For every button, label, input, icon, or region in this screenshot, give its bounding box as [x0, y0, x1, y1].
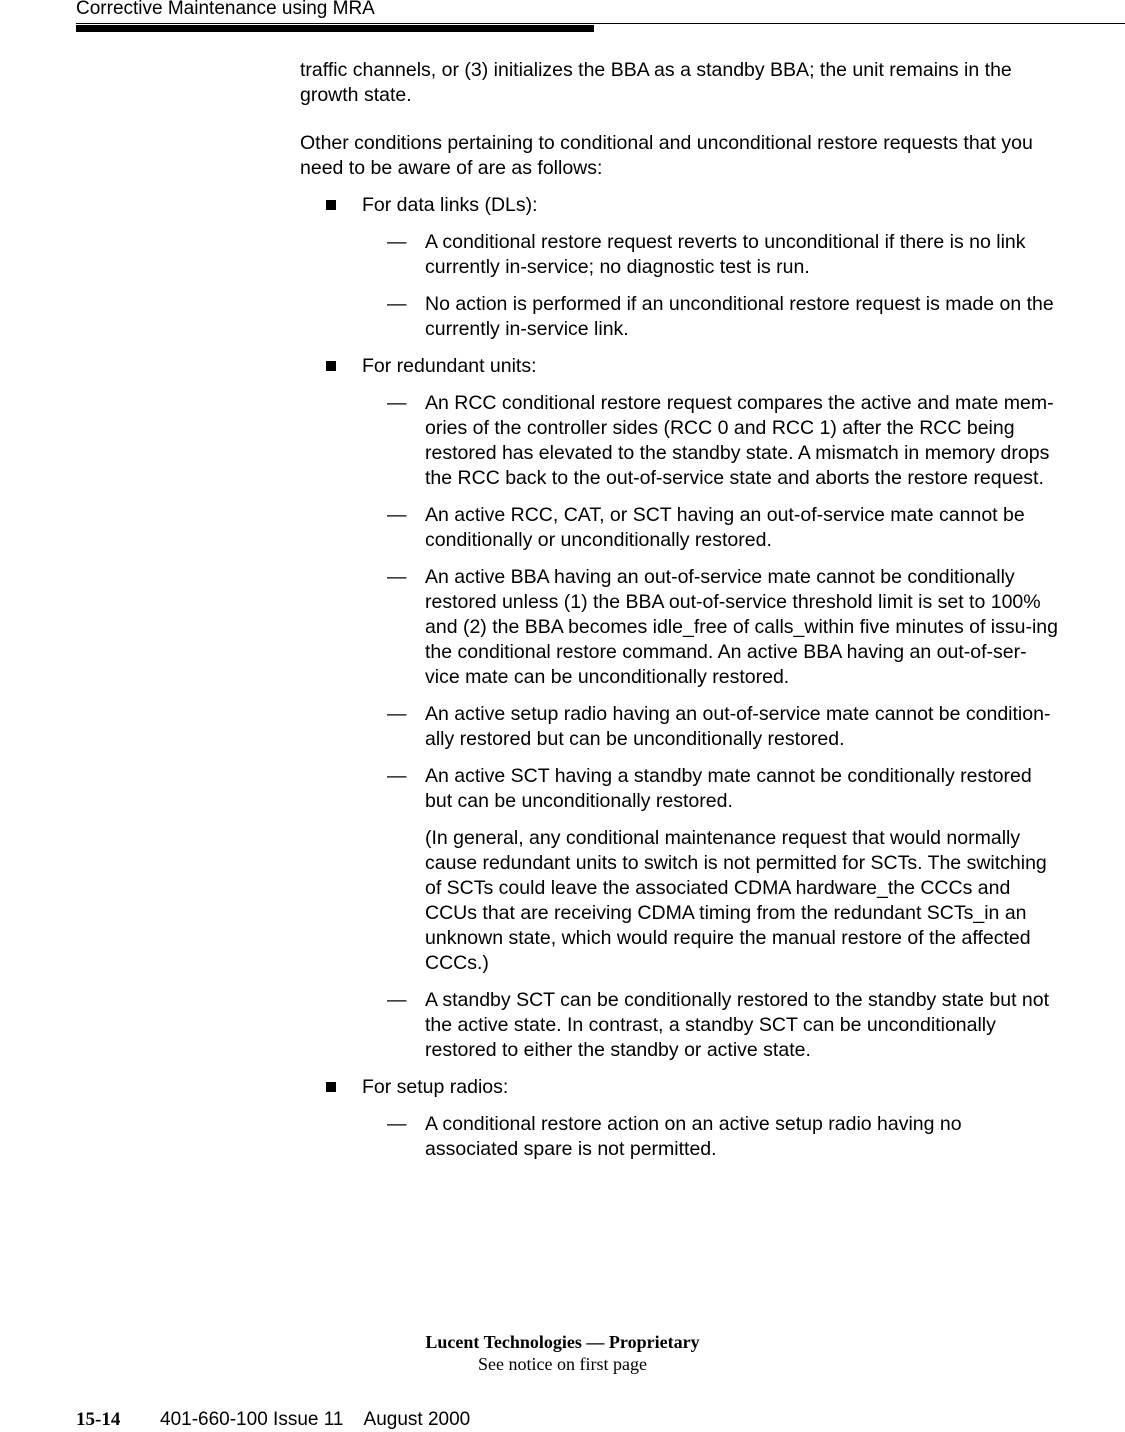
em-dash-icon: —	[387, 293, 407, 315]
list-item	[362, 292, 1060, 342]
list-item-text: No action is performed if an unconditional restore request is made on the currently in-service link.	[425, 293, 1054, 340]
list-item	[362, 565, 1060, 690]
list-item	[362, 230, 1060, 280]
list-item	[362, 391, 1060, 491]
list-item-text: An active BBA having an out-of-service mate cannot be conditionally restored unless (1) the BBA out-of-service threshold limit is set to 100% and (2) the BBA becomes idle_free of calls_within five minutes of issu-ing the conditional restore command. An active BBA having an out-of-ser-vice mate can be unconditionally restored.	[425, 566, 1058, 688]
footer-company: Lucent Technologies — Proprietary	[425, 1332, 700, 1352]
list-item-text: A standby SCT can be conditionally restored to the standby state but not the active state. In contrast, a standby SCT can be unconditionally restored to either the standby or active state.	[425, 989, 1050, 1061]
list-item-note: (In general, any conditional maintenance request that would normally cause redundant units to switch is not permitted for SCTs. The switching of SCTs could leave the associated CDMA hardware_the CCCs and CCUs that are receiving CDMA timing from the redundant SCTs_in an unknown state, which would require the manual restore of the affected CCCs.)	[425, 827, 1047, 974]
list-item-text: An active setup radio having an out-of-service mate cannot be condition-ally restored but can be unconditionally restored.	[425, 703, 1051, 750]
list-item-text: An RCC conditional restore request compares the active and mate mem-ories of the controller sides (RCC 0 and RCC 1) after the RCC being restored has elevated to the standby state. A mismatch in memory drops the RCC back to the out-of-service state and aborts the restore request.	[425, 392, 1054, 489]
list-item-text: An active SCT having a standby mate cannot be conditionally restored but can be unconditionally restored.	[425, 765, 1032, 812]
body-text	[300, 58, 1060, 1174]
dash-list	[362, 391, 1060, 1063]
bullet-label: For redundant units:	[362, 355, 537, 377]
dash-list	[362, 1112, 1060, 1162]
list-item	[362, 988, 1060, 1063]
em-dash-icon: —	[387, 765, 407, 787]
em-dash-icon: —	[387, 504, 407, 526]
bullet-item-data-links	[300, 193, 1060, 342]
square-bullet-icon	[326, 200, 336, 210]
square-bullet-icon	[326, 361, 336, 371]
paragraph: traffic channels, or (3) initializes the BBA as a standby BBA; the unit remains in the growth state.	[300, 59, 1012, 106]
list-item	[362, 764, 1060, 976]
header-rule-thick	[76, 25, 594, 32]
bullet-label: For data links (DLs):	[362, 194, 538, 216]
em-dash-icon: —	[387, 1113, 407, 1135]
bullet-item-setup-radios	[300, 1075, 1060, 1162]
list-item-text: A conditional restore action on an active setup radio having no associated spare is not permitted.	[425, 1113, 962, 1160]
em-dash-icon: —	[387, 566, 407, 588]
square-bullet-icon	[326, 1082, 336, 1092]
em-dash-icon: —	[387, 231, 407, 253]
list-item	[362, 702, 1060, 752]
em-dash-icon: —	[387, 392, 407, 414]
bullet-item-redundant-units	[300, 354, 1060, 1063]
list-item	[362, 1112, 1060, 1162]
document-id: 401-660-100 Issue 11 August 2000	[160, 1409, 471, 1430]
dash-list	[362, 230, 1060, 342]
footer-notice: See notice on first page	[478, 1354, 647, 1374]
header-rule-thin	[76, 23, 1125, 24]
bullet-label: For setup radios:	[362, 1076, 509, 1098]
running-header: Corrective Maintenance using MRA	[76, 0, 375, 19]
em-dash-icon: —	[387, 703, 407, 725]
page-number: 15-14	[76, 1409, 121, 1430]
paragraph: Other conditions pertaining to conditional and unconditional restore requests that you need to be aware of are as follows:	[300, 132, 1033, 179]
list-item-text: A conditional restore request reverts to unconditional if there is no link currently in-service; no diagnostic test is run.	[425, 231, 1026, 278]
em-dash-icon: —	[387, 989, 407, 1011]
list-item	[362, 503, 1060, 553]
list-item-text: An active RCC, CAT, or SCT having an out-of-service mate cannot be conditionally or unconditionally restored.	[425, 504, 1025, 551]
